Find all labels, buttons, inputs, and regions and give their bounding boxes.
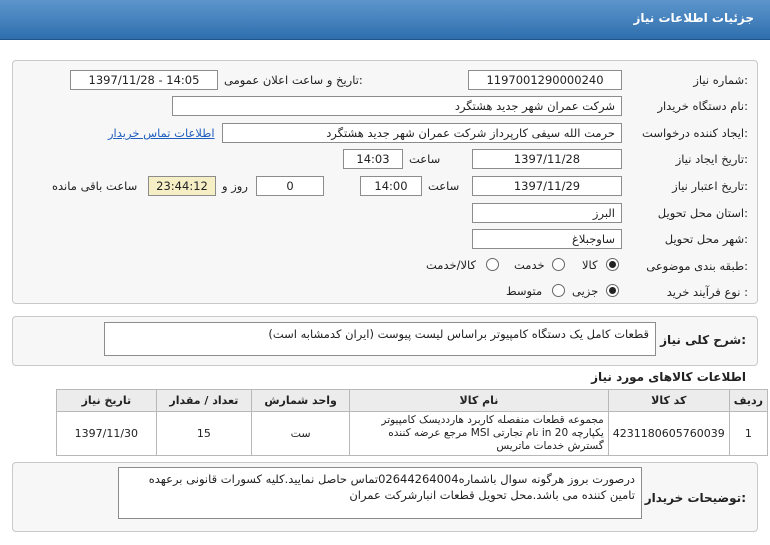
cell-unit: ست bbox=[252, 412, 350, 456]
announce-datetime-field[interactable]: 1397/11/28 - 14:05 bbox=[70, 70, 218, 90]
city-label: شهر محل تحویل: bbox=[664, 232, 748, 246]
summary-text[interactable]: قطعات کامل یک دستگاه کامپیوتر براساس لیست پیوست (ایران کدمشابه است) bbox=[104, 322, 656, 356]
notes-label: توضیحات خریدار: bbox=[644, 491, 746, 505]
col-date: تاریخ نیاز bbox=[57, 390, 157, 412]
category-service-label: خدمت bbox=[514, 258, 545, 272]
window-titlebar bbox=[0, 0, 770, 40]
cell-date: 1397/11/30 bbox=[57, 412, 157, 456]
cell-code: 4231180605760039 bbox=[608, 412, 729, 456]
need-number-label: شماره نیاز: bbox=[693, 73, 748, 87]
col-unit: واحد شمارش bbox=[252, 390, 350, 412]
cell-row: 1 bbox=[729, 412, 767, 456]
validity-date-label: تاریخ اعتبار نیاز: bbox=[672, 179, 748, 193]
buyer-contact-link[interactable]: اطلاعات تماس خریدار bbox=[108, 126, 215, 140]
created-date-label: تاریخ ایجاد نیاز: bbox=[675, 152, 748, 166]
process-minor-label: جزیی bbox=[572, 284, 599, 298]
col-name: نام کالا bbox=[350, 390, 609, 412]
buyer-org-label: نام دستگاه خریدار: bbox=[657, 99, 748, 113]
notes-text[interactable]: درصورت بروز هرگونه سوال باشماره02644264004تماس حاصل نمایید.کلیه کسورات قانونی برعهده تامین کننده می باشد.محل تحویل قطعات انبارشرکت عمران bbox=[118, 467, 642, 519]
buyer-org-field[interactable]: شرکت عمران شهر جدید هشتگرد bbox=[172, 96, 622, 116]
col-code: کد کالا bbox=[608, 390, 729, 412]
province-label: استان محل تحویل: bbox=[657, 206, 748, 220]
category-goods-service-label: کالا/خدمت bbox=[426, 258, 477, 272]
remaining-time-field: 23:44:12 bbox=[148, 176, 216, 196]
items-table bbox=[56, 389, 768, 456]
province-field[interactable]: البرز bbox=[472, 203, 622, 223]
validity-date-field[interactable]: 1397/11/29 bbox=[472, 176, 622, 196]
city-field[interactable]: ساوجبلاغ bbox=[472, 229, 622, 249]
category-service-radio[interactable] bbox=[552, 258, 565, 271]
created-date-field[interactable]: 1397/11/28 bbox=[472, 149, 622, 169]
category-goods-service-radio[interactable] bbox=[486, 258, 499, 271]
summary-label: شرح کلی نیاز: bbox=[660, 333, 746, 347]
validity-time-label: ساعت bbox=[428, 179, 460, 193]
process-type-label: نوع فرآیند خرید : bbox=[666, 285, 748, 299]
cell-name: مجموعه قطعات منفصله کاربرد هارددیسک کامپیوتر یکپارچه 20 in نام تجارتی MSI مرجع عرضه کننده گسترش خدمات ماتریس bbox=[350, 412, 609, 456]
cell-qty: 15 bbox=[156, 412, 251, 456]
announce-datetime-label: تاریخ و ساعت اعلان عمومی: bbox=[224, 73, 363, 87]
process-medium-radio[interactable] bbox=[552, 284, 565, 297]
table-row[interactable] bbox=[57, 412, 768, 456]
need-number-field[interactable]: 1197001290000240 bbox=[468, 70, 622, 90]
days-label: روز و bbox=[222, 179, 248, 193]
request-creator-field[interactable]: حرمت الله سیفی کارپرداز شرکت عمران شهر جدید هشتگرد bbox=[222, 123, 622, 143]
category-goods-radio[interactable] bbox=[606, 258, 619, 271]
process-medium-label: متوسط bbox=[506, 284, 543, 298]
created-time-label: ساعت bbox=[409, 152, 441, 166]
remaining-label: ساعت باقی مانده bbox=[52, 179, 138, 193]
process-minor-radio[interactable] bbox=[606, 284, 619, 297]
col-row: ردیف bbox=[729, 390, 767, 412]
col-qty: تعداد / مقدار bbox=[156, 390, 251, 412]
created-time-field[interactable]: 14:03 bbox=[343, 149, 403, 169]
category-goods-label: کالا bbox=[582, 258, 598, 272]
request-creator-label: ایجاد کننده درخواست: bbox=[642, 126, 748, 140]
remaining-days-field[interactable]: 0 bbox=[256, 176, 324, 196]
items-section-title: اطلاعات کالاهای مورد نیاز bbox=[591, 370, 746, 384]
validity-time-field[interactable]: 14:00 bbox=[360, 176, 422, 196]
category-label: طبقه بندی موضوعی: bbox=[646, 259, 748, 273]
window-title: جزئیات اطلاعات نیاز bbox=[633, 11, 754, 25]
